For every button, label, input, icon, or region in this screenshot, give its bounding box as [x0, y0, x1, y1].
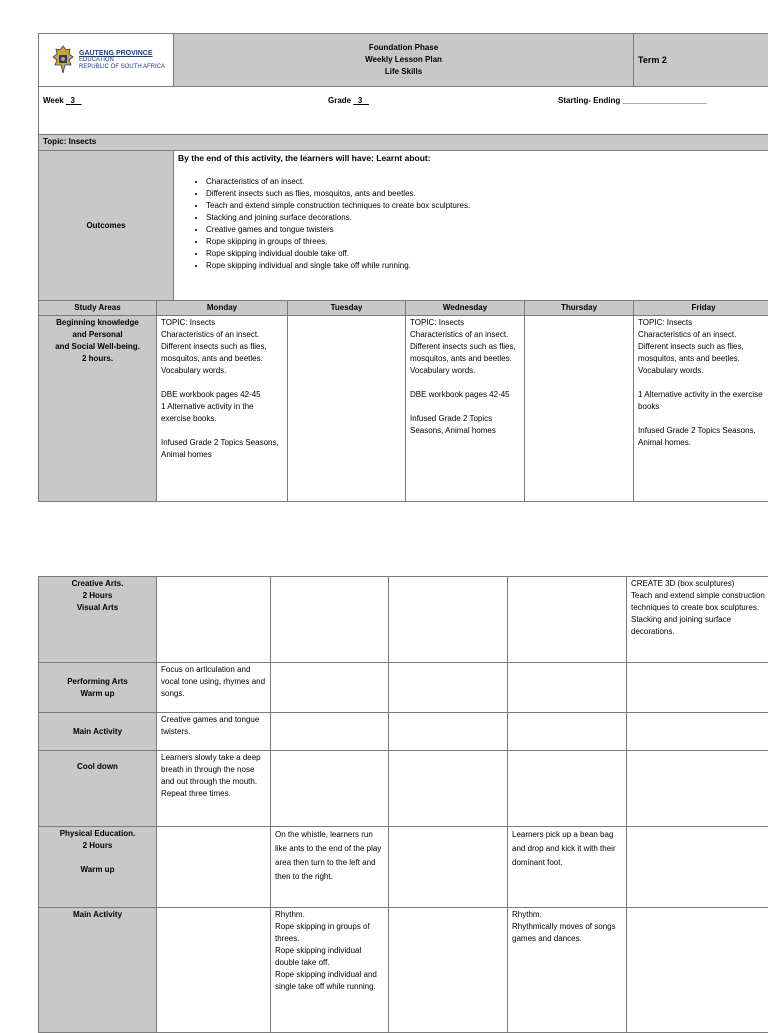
cell-monday: Learners slowly take a deep breath in through the nose and out through the mouth. Repeat three times. — [157, 751, 271, 827]
cell-thursday — [508, 663, 627, 713]
provincial-crest-icon — [51, 45, 75, 75]
area-cool-down: Cool down — [39, 751, 157, 827]
week-label: Week — [43, 96, 64, 105]
cell-wednesday — [389, 751, 508, 827]
outcome-item: • Creative games and tongue twisters — [206, 224, 768, 236]
logo-text — [79, 50, 165, 71]
cell-thursday — [508, 751, 627, 827]
lesson-plan-table-top — [38, 33, 768, 502]
header-wednesday: Wednesday — [406, 301, 525, 316]
cell-tuesday — [271, 751, 389, 827]
outcome-item: • Teach and extend simple construction techniques to create box sculptures. — [206, 200, 768, 212]
cell-wednesday — [389, 908, 508, 1033]
logo-name: GAUTENG PROVINCE — [79, 50, 165, 57]
header-study-areas: Study Areas — [39, 301, 157, 316]
cell-monday — [157, 827, 271, 908]
cell-monday: TOPIC: Insects Characteristics of an insect. Different insects such as flies, mosquitos, ants and beetles. Vocabulary words. DBE workbook pages 42-45 1 Alternative activity in the exercise books. Infused Grade 2 Topics Seasons, Animal homes — [157, 316, 288, 502]
outcome-item: • Rope skipping individual and single take off while running. — [206, 260, 768, 272]
week-value: 3 — [66, 96, 82, 105]
outcomes-label: Outcomes — [39, 151, 174, 301]
info-row — [39, 87, 768, 135]
outcomes-content — [174, 151, 768, 301]
outcomes-list — [206, 176, 768, 272]
outcome-item: • Rope skipping in groups of threes. — [206, 236, 768, 248]
starting-ending-label: Starting- Ending — [558, 96, 620, 105]
cell-monday — [157, 577, 271, 663]
cell-friday — [627, 751, 768, 827]
area-main-activity-pe: Main Activity — [39, 908, 157, 1033]
cell-thursday — [508, 713, 627, 751]
cell-tuesday: Rhythm. Rope skipping in groups of threes. Rope skipping individual double take off. Rope skipping individual and single take off while running. — [271, 908, 389, 1033]
logo-sub1: EDUCATION — [79, 57, 165, 64]
outcome-item: • Different insects such as flies, mosquitos, ants and beetles. — [206, 188, 768, 200]
title-line: Weekly Lesson Plan — [178, 54, 629, 66]
cell-tuesday — [288, 316, 406, 502]
area-performing-arts: Performing Arts Warm up — [39, 663, 157, 713]
cell-wednesday — [389, 827, 508, 908]
term-cell: Term 2 — [634, 34, 768, 87]
cell-friday: TOPIC: Insects Characteristics of an insect. Different insects such as flies, mosquitos, ants and beetles. Vocabulary words. 1 Alternative activity in the exercise books Infused Grade 2 Topics Seasons, Animal homes. — [634, 316, 768, 502]
cell-thursday: Rhythm. Rhythmically moves of songs games and dances. — [508, 908, 627, 1033]
cell-wednesday: TOPIC: Insects Characteristics of an insect. Different insects such as flies, mosquitos, ants and beetles. Vocabulary words. DBE workbook pages 42-45 Infused Grade 2 Topics Seasons, Animal homes — [406, 316, 525, 502]
cell-friday — [627, 713, 768, 751]
cell-tuesday — [271, 663, 389, 713]
cell-friday — [627, 908, 768, 1033]
topic-row: Topic: Insects — [39, 135, 768, 151]
grade-value: 3 — [353, 96, 369, 105]
title-line: Foundation Phase — [178, 42, 629, 54]
lesson-plan-table-bottom — [38, 576, 768, 1033]
cell-tuesday: On the whistle, learners run like ants to the end of the play area then turn to the left and then to the right. — [271, 827, 389, 908]
header-monday: Monday — [157, 301, 288, 316]
logo-cell — [39, 34, 174, 87]
cell-thursday — [525, 316, 634, 502]
cell-wednesday — [389, 663, 508, 713]
area-beginning-knowledge: Beginning knowledge and Personal and Social Well-being. 2 hours. — [39, 316, 157, 502]
cell-monday: Focus on articulation and vocal tone using, rhymes and songs. — [157, 663, 271, 713]
grade-label: Grade — [328, 96, 351, 105]
outcomes-intro: By the end of this activity, the learners will have: Learnt about: — [178, 152, 768, 164]
cell-friday — [627, 663, 768, 713]
cell-monday: Creative games and tongue twisters. — [157, 713, 271, 751]
logo-sub2: REPUBLIC OF SOUTH AFRICA — [79, 64, 165, 71]
cell-monday — [157, 908, 271, 1033]
area-creative-arts: Creative Arts. 2 Hours Visual Arts — [39, 577, 157, 663]
cell-tuesday — [271, 713, 389, 751]
outcome-item: • Stacking and joining surface decorations. — [206, 212, 768, 224]
cell-thursday: Learners pick up a bean bag and drop and kick it with their dominant foot. — [508, 827, 627, 908]
header-thursday: Thursday — [525, 301, 634, 316]
cell-thursday — [508, 577, 627, 663]
document-title — [174, 34, 634, 87]
title-line: Life Skills — [178, 66, 629, 78]
header-tuesday: Tuesday — [288, 301, 406, 316]
area-physical-education: Physical Education. 2 Hours Warm up — [39, 827, 157, 908]
cell-friday: CREATE 3D (box sculptures) Teach and extend simple construction techniques to create box sculptures. Stacking and joining surface decorations. — [627, 577, 768, 663]
cell-wednesday — [389, 577, 508, 663]
starting-ending-value: ___________________ — [622, 96, 707, 105]
outcome-item: • Rope skipping individual double take off. — [206, 248, 768, 260]
cell-wednesday — [389, 713, 508, 751]
header-friday: Friday — [634, 301, 768, 316]
outcome-item: • Characteristics of an insect. — [206, 176, 768, 188]
area-main-activity: Main Activity — [39, 713, 157, 751]
cell-friday — [627, 827, 768, 908]
cell-tuesday — [271, 577, 389, 663]
